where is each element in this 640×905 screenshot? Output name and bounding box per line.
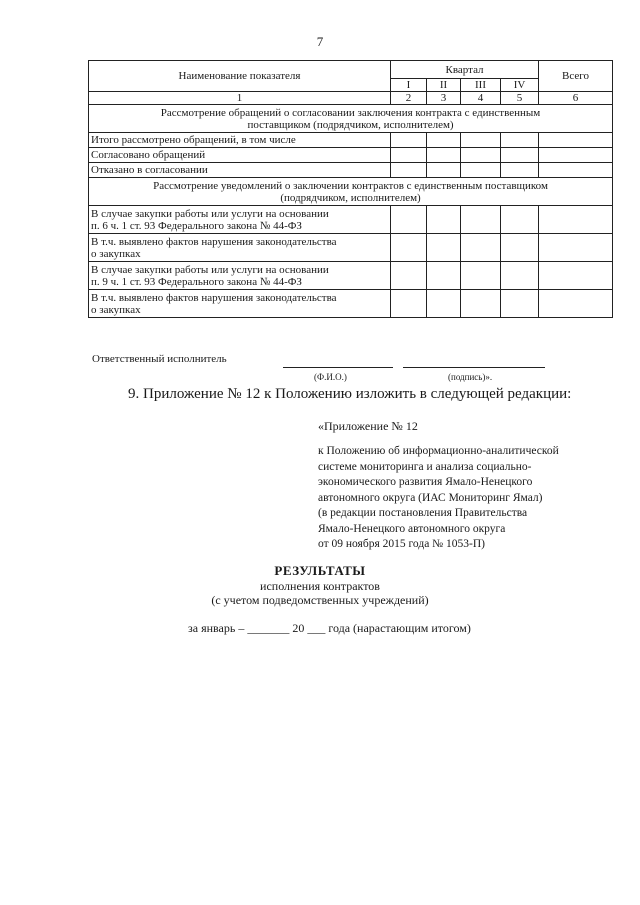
annex-line: (в редакции постановления Правительства	[318, 507, 528, 519]
row-label: В случае закупки работы или услуги на основании п. 6 ч. 1 ст. 93 Федерального закона № 44-ФЗ	[89, 206, 391, 234]
table-row	[89, 163, 613, 178]
annex-title: «Приложение № 12	[318, 419, 418, 433]
col-number: 6	[539, 92, 613, 105]
header-quarter-2: II	[427, 79, 461, 92]
table-row	[89, 206, 613, 234]
header-name-column: Наименование показателя	[89, 61, 391, 92]
row-label: В т.ч. выявлено фактов нарушения законодательства о закупках	[89, 290, 391, 318]
table-row	[89, 148, 613, 163]
header-quarter-3: III	[461, 79, 501, 92]
col-number: 5	[501, 92, 539, 105]
row-label: Отказано в согласовании	[89, 163, 391, 178]
fio-caption: (Ф.И.О.)	[314, 372, 347, 382]
annex-line: от 09 ноября 2015 года № 1053-П)	[318, 538, 485, 550]
annex-line: к Положению об информационно-аналитической	[318, 445, 559, 457]
report-table	[88, 60, 613, 318]
row-label: Согласовано обращений	[89, 148, 391, 163]
results-subtitle-scope: (с учетом подведомственных учреждений)	[211, 593, 429, 607]
item-9-text: 9. Приложение № 12 к Положению изложить в следующей редакции:	[128, 386, 572, 402]
table-row	[89, 133, 613, 148]
row-label: В случае закупки работы или услуги на основании п. 9 ч. 1 ст. 93 Федерального закона № 44-ФЗ	[89, 262, 391, 290]
table-row	[89, 290, 613, 318]
signature-line	[403, 367, 545, 368]
col-number: 2	[391, 92, 427, 105]
signature-caption: (подпись)».	[448, 372, 493, 382]
column-numbers-row	[89, 92, 613, 105]
results-period: за январь – _______ 20 ___ года (нарастающим итогом)	[188, 621, 471, 635]
col-number: 1	[89, 92, 391, 105]
results-subtitle: исполнения контрактов	[260, 579, 380, 593]
section1-title: Рассмотрение обращений о согласовании заключения контракта с единственным поставщиком (подрядчиком, исполнителем)	[89, 105, 613, 133]
col-number: 3	[427, 92, 461, 105]
col-number: 4	[461, 92, 501, 105]
table-row	[89, 234, 613, 262]
header-quarter: Квартал	[391, 61, 539, 79]
section2-title: Рассмотрение уведомлений о заключении контрактов с единственным поставщиком (подрядчиком, исполнителем)	[89, 178, 613, 206]
header-quarter-4: IV	[501, 79, 539, 92]
fio-line	[283, 367, 393, 368]
annex-line: системе мониторинга и анализа социально-	[318, 460, 532, 473]
header-total: Всего	[539, 61, 613, 92]
annex-description	[318, 444, 618, 553]
results-title: РЕЗУЛЬТАТЫ	[274, 563, 366, 578]
page-number: 7	[316, 34, 324, 49]
row-label: В т.ч. выявлено фактов нарушения законодательства о закупках	[89, 234, 391, 262]
annex-line: Ямало-Ненецкого автономного округа	[318, 522, 506, 535]
annex-line: экономического развития Ямало-Ненецкого	[318, 476, 533, 488]
header-quarter-1: I	[391, 79, 427, 92]
annex-line: автономного округа (ИАС Мониторинг Ямал)	[318, 491, 543, 504]
responsible-label: Ответственный исполнитель	[92, 353, 227, 365]
table-row	[89, 262, 613, 290]
row-label: Итого рассмотрено обращений, в том числе	[89, 133, 391, 148]
